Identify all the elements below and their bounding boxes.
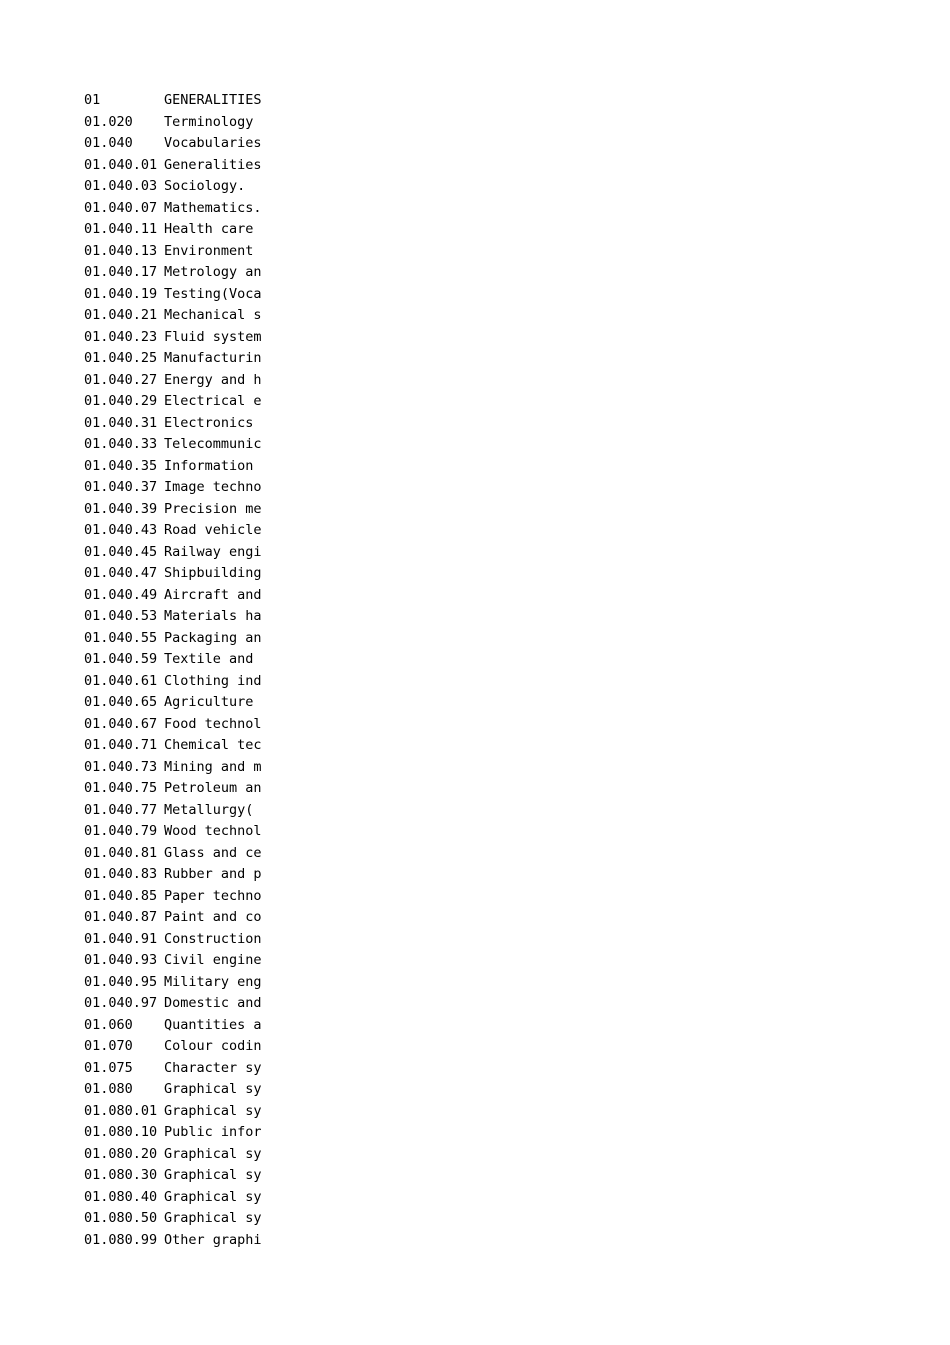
item-title: Testing(Voca [164, 285, 262, 302]
item-title: Shipbuilding [164, 565, 262, 581]
item-title: Image techno [164, 479, 262, 495]
item-code: 01.020 [84, 113, 133, 130]
item-title: Colour codin [164, 1038, 262, 1054]
item-title: Railway engi [164, 543, 262, 560]
item-title: Precision me [164, 500, 262, 517]
item-code: 01.040.17 [84, 264, 158, 280]
item-code: 01.075 [84, 1059, 133, 1076]
item-code: 01.040.39 [84, 500, 158, 517]
item-code: 01.040.67 [84, 715, 158, 732]
item-title: Manufacturin [164, 350, 262, 366]
item-code: 01.080.30 [84, 1167, 158, 1183]
item-title: Road vehicle [164, 522, 262, 538]
item-code: 01.080.10 [84, 1124, 158, 1140]
item-code: 01.040.77 [84, 801, 158, 818]
item-title: Telecommunic [164, 436, 262, 452]
item-code: 01.040.23 [84, 328, 158, 345]
item-title: Clothing ind [164, 672, 262, 689]
item-title: Graphical sy [164, 1167, 262, 1183]
item-code: 01.040.73 [84, 758, 158, 775]
item-title: Character sy [164, 1059, 262, 1076]
item-title: Agriculture [164, 694, 254, 710]
item-title: Domestic and [164, 995, 262, 1011]
item-title: Chemical tec [164, 737, 262, 753]
item-title: Packaging an [164, 629, 262, 646]
item-title: Electronics [164, 414, 254, 431]
item-code: 01.040.31 [84, 414, 158, 431]
item-code: 01.040.79 [84, 823, 158, 839]
item-code: 01.040.65 [84, 694, 158, 710]
item-title: Terminology [164, 113, 254, 130]
item-code: 01.080.01 [84, 1102, 158, 1119]
item-code: 01.040.21 [84, 307, 158, 323]
item-code: 01.040.55 [84, 629, 158, 646]
item-code: 01.040.83 [84, 866, 158, 882]
item-title: Information [164, 457, 254, 474]
item-title: Generalities [164, 156, 262, 173]
item-title: Environment [164, 242, 254, 259]
item-code: 01.040.43 [84, 522, 158, 538]
item-title: Mathematics. [164, 199, 262, 216]
item-title: Paint and co [164, 909, 262, 925]
item-code: 01.080.20 [84, 1145, 158, 1162]
item-code: 01.040.35 [84, 457, 158, 474]
item-title: Civil engine [164, 952, 262, 968]
item-code: 01.040.53 [84, 608, 158, 624]
item-code: 01.040.47 [84, 565, 158, 581]
item-code: 01.040.49 [84, 586, 158, 603]
item-code: 01.040.97 [84, 995, 158, 1011]
item-code: 01.080.40 [84, 1188, 158, 1205]
item-code: 01.040.19 [84, 285, 158, 302]
item-code: 01.040.27 [84, 371, 158, 388]
item-title: Graphical sy [164, 1081, 262, 1097]
item-code: 01.040.61 [84, 672, 158, 689]
item-code: 01.040.07 [84, 199, 158, 216]
item-title: Energy and h [164, 371, 262, 388]
item-title: Food technol [164, 715, 262, 732]
item-title: Glass and ce [164, 844, 262, 861]
item-title: Metallurgy( [164, 801, 254, 818]
item-code: 01.040.91 [84, 930, 158, 947]
item-title: Graphical sy [164, 1102, 262, 1119]
item-title: Rubber and p [164, 866, 262, 882]
item-title: Vocabularies [164, 135, 262, 151]
item-code: 01 [84, 92, 101, 108]
item-code: 01.040.13 [84, 242, 158, 259]
item-code: 01.040.29 [84, 393, 158, 409]
item-code: 01.040.71 [84, 737, 158, 753]
item-title: Health care [164, 221, 254, 237]
item-code: 01.040.11 [84, 221, 158, 237]
item-code: 01.040.45 [84, 543, 158, 560]
item-title: Sociology. [164, 178, 246, 194]
item-title: Graphical sy [164, 1210, 262, 1226]
item-title: Aircraft and [164, 586, 262, 603]
item-title: GENERALITIES [164, 92, 262, 108]
item-code: 01.040.01 [84, 156, 158, 173]
item-code: 01.070 [84, 1038, 133, 1054]
item-title: Electrical e [164, 393, 262, 409]
item-title: Textile and [164, 651, 254, 667]
item-title: Military eng [164, 973, 262, 990]
item-code: 01.040.87 [84, 909, 158, 925]
item-code: 01.080.99 [84, 1231, 158, 1248]
item-title: Construction [164, 930, 262, 947]
item-code: 01.040.75 [84, 780, 158, 796]
item-title: Wood technol [164, 823, 262, 839]
item-title: Metrology an [164, 264, 262, 280]
item-code: 01.040.93 [84, 952, 158, 968]
item-title: Petroleum an [164, 780, 262, 796]
item-code: 01.040.81 [84, 844, 158, 861]
item-code: 01.040.59 [84, 651, 158, 667]
item-title: Mining and m [164, 758, 262, 775]
item-code: 01.040.37 [84, 479, 158, 495]
item-code: 01.080 [84, 1081, 133, 1097]
item-code: 01.040 [84, 135, 133, 151]
item-code: 01.040.33 [84, 436, 158, 452]
item-title: Public infor [164, 1124, 262, 1140]
item-title: Other graphi [164, 1231, 262, 1248]
item-title: Graphical sy [164, 1188, 262, 1205]
item-title: Materials ha [164, 608, 262, 624]
item-title: Fluid system [164, 328, 262, 345]
item-code: 01.040.85 [84, 887, 158, 904]
item-code: 01.060 [84, 1016, 133, 1033]
item-code: 01.040.95 [84, 973, 158, 990]
item-title: Quantities a [164, 1016, 262, 1033]
item-code: 01.040.25 [84, 350, 158, 366]
item-code: 01.080.50 [84, 1210, 158, 1226]
item-code: 01.040.03 [84, 178, 158, 194]
item-title: Graphical sy [164, 1145, 262, 1162]
item-title: Paper techno [164, 887, 262, 904]
item-title: Mechanical s [164, 307, 262, 323]
